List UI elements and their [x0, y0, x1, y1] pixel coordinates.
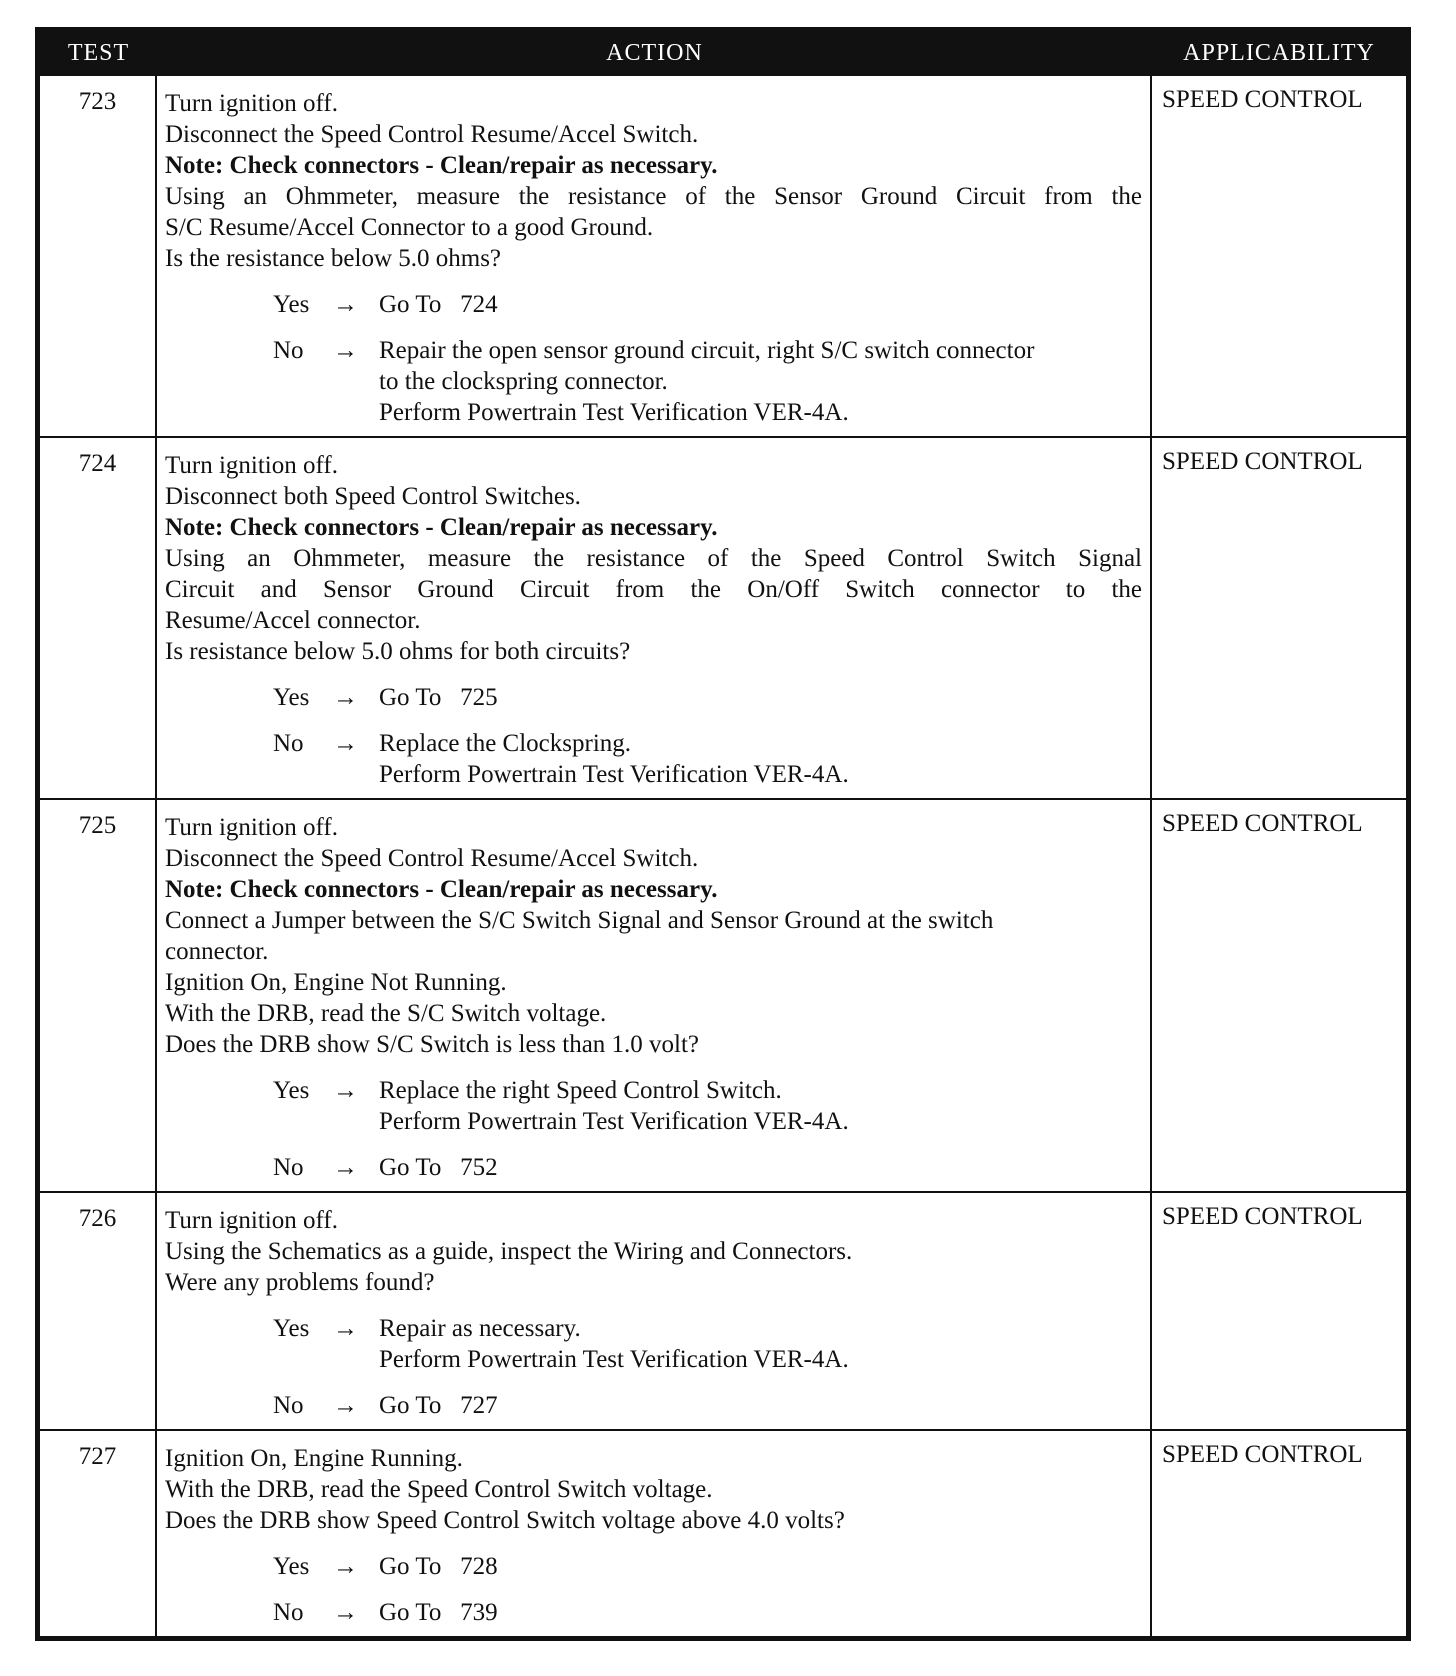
- action-cell: [157, 76, 1152, 436]
- applicability-cell: SPEED CONTROL: [1162, 448, 1363, 475]
- action-line: Using an Ohmmeter, measure the resistance of the Speed Control Switch Signal: [165, 545, 1142, 572]
- test-number: 724: [40, 438, 157, 798]
- test-number: 725: [40, 800, 157, 1191]
- diagnostic-table: [35, 27, 1411, 1641]
- branch-label: No: [273, 1392, 304, 1419]
- action-line: Is resistance below 5.0 ohms for both circuits?: [165, 638, 631, 665]
- table-row: [40, 74, 1406, 436]
- action-line: Circuit and Sensor Ground Circuit from the On/Off Switch connector to the: [165, 576, 1142, 603]
- branch-line: Perform Powertrain Test Verification VER-4A.: [379, 1346, 849, 1373]
- branch-label: No: [273, 337, 304, 364]
- table-row: [40, 1429, 1406, 1636]
- branch-line: Go To 739: [379, 1599, 498, 1626]
- action-line: Using an Ohmmeter, measure the resistance of the Sensor Ground Circuit from the: [165, 183, 1142, 210]
- branch-no: [165, 335, 1142, 428]
- branch-text: [379, 1152, 1142, 1183]
- branch-line: Go To 724: [379, 291, 498, 318]
- action-line: Does the DRB show S/C Switch is less than 1.0 volt?: [165, 1031, 700, 1058]
- action-line: Connect a Jumper between the S/C Switch Signal and Sensor Ground at the switch: [165, 907, 994, 934]
- branch-text: [379, 1390, 1142, 1421]
- action-line: With the DRB, read the Speed Control Switch voltage.: [165, 1476, 713, 1503]
- header-applicability: APPLICABILITY: [1183, 39, 1375, 66]
- action-note: Note: Check connectors - Clean/repair as necessary.: [165, 514, 718, 541]
- branch-line: Go To 752: [379, 1154, 498, 1181]
- branch-line: to the clockspring connector.: [379, 368, 668, 395]
- applicability-cell: SPEED CONTROL: [1162, 810, 1363, 837]
- branch-text: [379, 1313, 1142, 1375]
- branch-text: [379, 1597, 1142, 1628]
- test-number: 726: [40, 1193, 157, 1429]
- branch-text: [379, 682, 1142, 713]
- branch-yes: [165, 682, 1142, 713]
- test-number: 727: [40, 1431, 157, 1636]
- table-row: [40, 436, 1406, 798]
- branch-no: [165, 1597, 1142, 1628]
- branch-label: No: [273, 1599, 304, 1626]
- action-line: S/C Resume/Accel Connector to a good Ground.: [165, 214, 654, 241]
- action-line: Disconnect both Speed Control Switches.: [165, 483, 581, 510]
- branch-no: [165, 728, 1142, 790]
- arrow-right-icon: →: [333, 291, 358, 318]
- branch-line: Replace the Clockspring.: [379, 730, 632, 757]
- action-line: Ignition On, Engine Running.: [165, 1445, 463, 1472]
- action-note: Note: Check connectors - Clean/repair as necessary.: [165, 876, 718, 903]
- action-line: Is the resistance below 5.0 ohms?: [165, 245, 502, 272]
- arrow-right-icon: →: [333, 684, 358, 711]
- action-line: Turn ignition off.: [165, 1207, 338, 1234]
- arrow-right-icon: →: [333, 1553, 358, 1580]
- branch-no: [165, 1390, 1142, 1421]
- branch-label: No: [273, 1154, 304, 1181]
- arrow-right-icon: →: [333, 1077, 358, 1104]
- action-line: Were any problems found?: [165, 1269, 435, 1296]
- branch-label: Yes: [273, 1553, 310, 1580]
- table-row: [40, 1191, 1406, 1429]
- applicability-cell: SPEED CONTROL: [1162, 1441, 1363, 1468]
- action-line: Does the DRB show Speed Control Switch voltage above 4.0 volts?: [165, 1507, 845, 1534]
- action-line: Using the Schematics as a guide, inspect the Wiring and Connectors.: [165, 1238, 853, 1265]
- action-line: Disconnect the Speed Control Resume/Accel Switch.: [165, 121, 699, 148]
- action-cell: [157, 800, 1152, 1191]
- branch-text: [379, 1075, 1142, 1137]
- branch-label: Yes: [273, 1315, 310, 1342]
- arrow-right-icon: →: [333, 730, 358, 757]
- action-line: With the DRB, read the S/C Switch voltage.: [165, 1000, 607, 1027]
- table-row: [40, 798, 1406, 1191]
- arrow-right-icon: →: [333, 1599, 358, 1626]
- branch-label: No: [273, 730, 304, 757]
- branch-line: Repair as necessary.: [379, 1315, 581, 1342]
- branch-label: Yes: [273, 1077, 310, 1104]
- test-number: 723: [40, 76, 157, 436]
- branch-line: Perform Powertrain Test Verification VER-4A.: [379, 761, 849, 788]
- branch-label: Yes: [273, 684, 310, 711]
- branch-line: Repair the open sensor ground circuit, right S/C switch connector: [379, 337, 1035, 364]
- branch-text: [379, 289, 1142, 320]
- branch-line: Go To 728: [379, 1553, 498, 1580]
- arrow-right-icon: →: [333, 337, 358, 364]
- branch-yes: [165, 289, 1142, 320]
- action-cell: [157, 1193, 1152, 1429]
- applicability-cell: SPEED CONTROL: [1162, 86, 1363, 113]
- branch-no: [165, 1152, 1142, 1183]
- action-line: Resume/Accel connector.: [165, 607, 421, 634]
- branch-line: Replace the right Speed Control Switch.: [379, 1077, 782, 1104]
- applicability-cell: SPEED CONTROL: [1162, 1203, 1363, 1230]
- arrow-right-icon: →: [333, 1392, 358, 1419]
- action-note: Note: Check connectors - Clean/repair as necessary.: [165, 152, 718, 179]
- arrow-right-icon: →: [333, 1315, 358, 1342]
- branch-text: [379, 335, 1142, 428]
- branch-line: Perform Powertrain Test Verification VER-4A.: [379, 1108, 849, 1135]
- header-test: TEST: [67, 39, 130, 66]
- action-line: Disconnect the Speed Control Resume/Accel Switch.: [165, 845, 699, 872]
- action-line: Turn ignition off.: [165, 90, 338, 117]
- header-action: ACTION: [606, 39, 703, 66]
- branch-line: Go To 727: [379, 1392, 498, 1419]
- branch-text: [379, 1551, 1142, 1582]
- table-header: [40, 32, 1406, 74]
- branch-label: Yes: [273, 291, 310, 318]
- branch-yes: [165, 1075, 1142, 1137]
- action-line: Turn ignition off.: [165, 452, 338, 479]
- action-cell: [157, 438, 1152, 798]
- action-cell: [157, 1431, 1152, 1636]
- action-line: connector.: [165, 938, 269, 965]
- branch-line: Perform Powertrain Test Verification VER-4A.: [379, 399, 849, 426]
- branch-yes: [165, 1551, 1142, 1582]
- arrow-right-icon: →: [333, 1154, 358, 1181]
- action-line: Ignition On, Engine Not Running.: [165, 969, 507, 996]
- branch-yes: [165, 1313, 1142, 1375]
- branch-text: [379, 728, 1142, 790]
- branch-line: Go To 725: [379, 684, 498, 711]
- action-line: Turn ignition off.: [165, 814, 338, 841]
